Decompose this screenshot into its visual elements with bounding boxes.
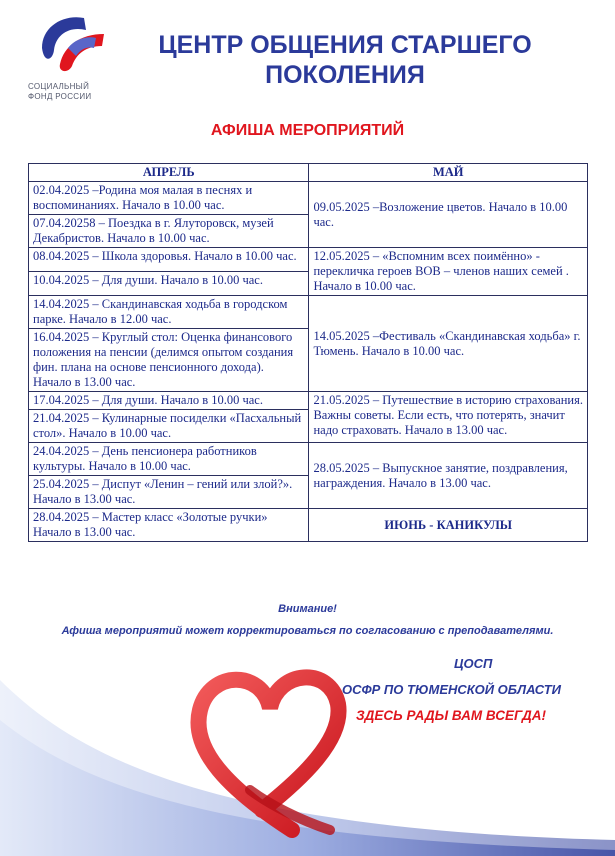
footer-line1: ЦОСП [454, 656, 493, 671]
sfr-logo-mark-icon [24, 8, 114, 78]
page-title-line1: ЦЕНТР ОБЩЕНИЯ СТАРШЕГО [158, 31, 532, 59]
april-event: 14.04.2025 – Скандинавская ходьба в городском парке. Начало в 12.00 час. [29, 296, 309, 329]
notice-text: Афиша мероприятий может корректироваться по согласованию с преподавателями. [61, 625, 554, 637]
table-row [29, 392, 588, 410]
table-row [29, 182, 588, 215]
april-event: 08.04.2025 – Школа здоровья. Начало в 10.00 час. [29, 248, 309, 272]
may-event: 14.05.2025 –Фестиваль «Скандинавская ходьба» г. Тюмень. Начало в 10.00 час. [309, 296, 588, 392]
april-event: 28.04.2025 – Мастер класс «Золотые ручки» Начало в 13.00 час. [29, 509, 309, 542]
table-row [29, 296, 588, 329]
may-event: 21.05.2025 – Путешествие в историю страхования. Важны советы. Если есть, что потерять, значит надо страховать. Начало в 13.00 час. [309, 392, 588, 443]
notice-heading: Внимание! [278, 603, 337, 615]
notice [0, 598, 615, 642]
table-row [29, 509, 588, 542]
logo-text-line1: СОЦИАЛЬНЫЙ [28, 82, 90, 91]
page-title-line2: ПОКОЛЕНИЯ [265, 61, 425, 89]
april-event: 16.04.2025 – Круглый стол: Оценка финансового положения на пенсии (делимся опытом создания фин. плана на основе пенсионного дохода). Начало в 13.00 час. [29, 329, 309, 392]
page-subtitle: АФИША МЕРОПРИЯТИЙ [210, 122, 405, 139]
footer-line2: ОСФР ПО ТЮМЕНСКОЙ ОБЛАСТИ [342, 682, 561, 697]
page-title [120, 30, 570, 90]
may-event: 09.05.2025 –Возложение цветов. Начало в 10.00 час. [309, 182, 588, 248]
heart-ribbon-icon [0, 640, 615, 856]
column-header-april: АПРЕЛЬ [29, 164, 309, 182]
april-event: 24.04.2025 – День пенсионера работников культуры. Начало в 10.00 час. [29, 443, 309, 476]
footer-slogan: ЗДЕСЬ РАДЫ ВАМ ВСЕГДА! [356, 708, 546, 723]
table-row [29, 443, 588, 476]
april-event: 07.04.20258 – Поездка в г. Ялуторовск, музей Декабристов. Начало в 10.00 час. [29, 215, 309, 248]
schedule-table [28, 163, 588, 542]
april-event: 17.04.2025 – Для души. Начало в 10.00 час. [29, 392, 309, 410]
logo-text-line2: ФОНД РОССИИ [28, 92, 92, 101]
may-event: 28.05.2025 – Выпускное занятие, поздравления, награждения. Начало в 13.00 час. [309, 443, 588, 509]
april-event: 10.04.2025 – Для души. Начало в 10.00 час. [29, 272, 309, 296]
table-row [29, 248, 588, 272]
may-event: 12.05.2025 – «Вспомним всех поимённо» - перекличка героев ВОВ – членов наших семей . Начало в 10.00 час. [309, 248, 588, 296]
table-header-row [29, 164, 588, 182]
april-event: 25.04.2025 – Диспут «Ленин – гений или злой?». Начало в 13.00 час. [29, 476, 309, 509]
april-event: 02.04.2025 –Родина моя малая в песнях и воспоминаниях. Начало в 10.00 час. [29, 182, 309, 215]
june-holidays: ИЮНЬ - КАНИКУЛЫ [309, 509, 588, 542]
column-header-may: МАЙ [309, 164, 588, 182]
april-event: 21.04.2025 – Кулинарные посиделки «Пасхальный стол». Начало в 10.00 час. [29, 410, 309, 443]
